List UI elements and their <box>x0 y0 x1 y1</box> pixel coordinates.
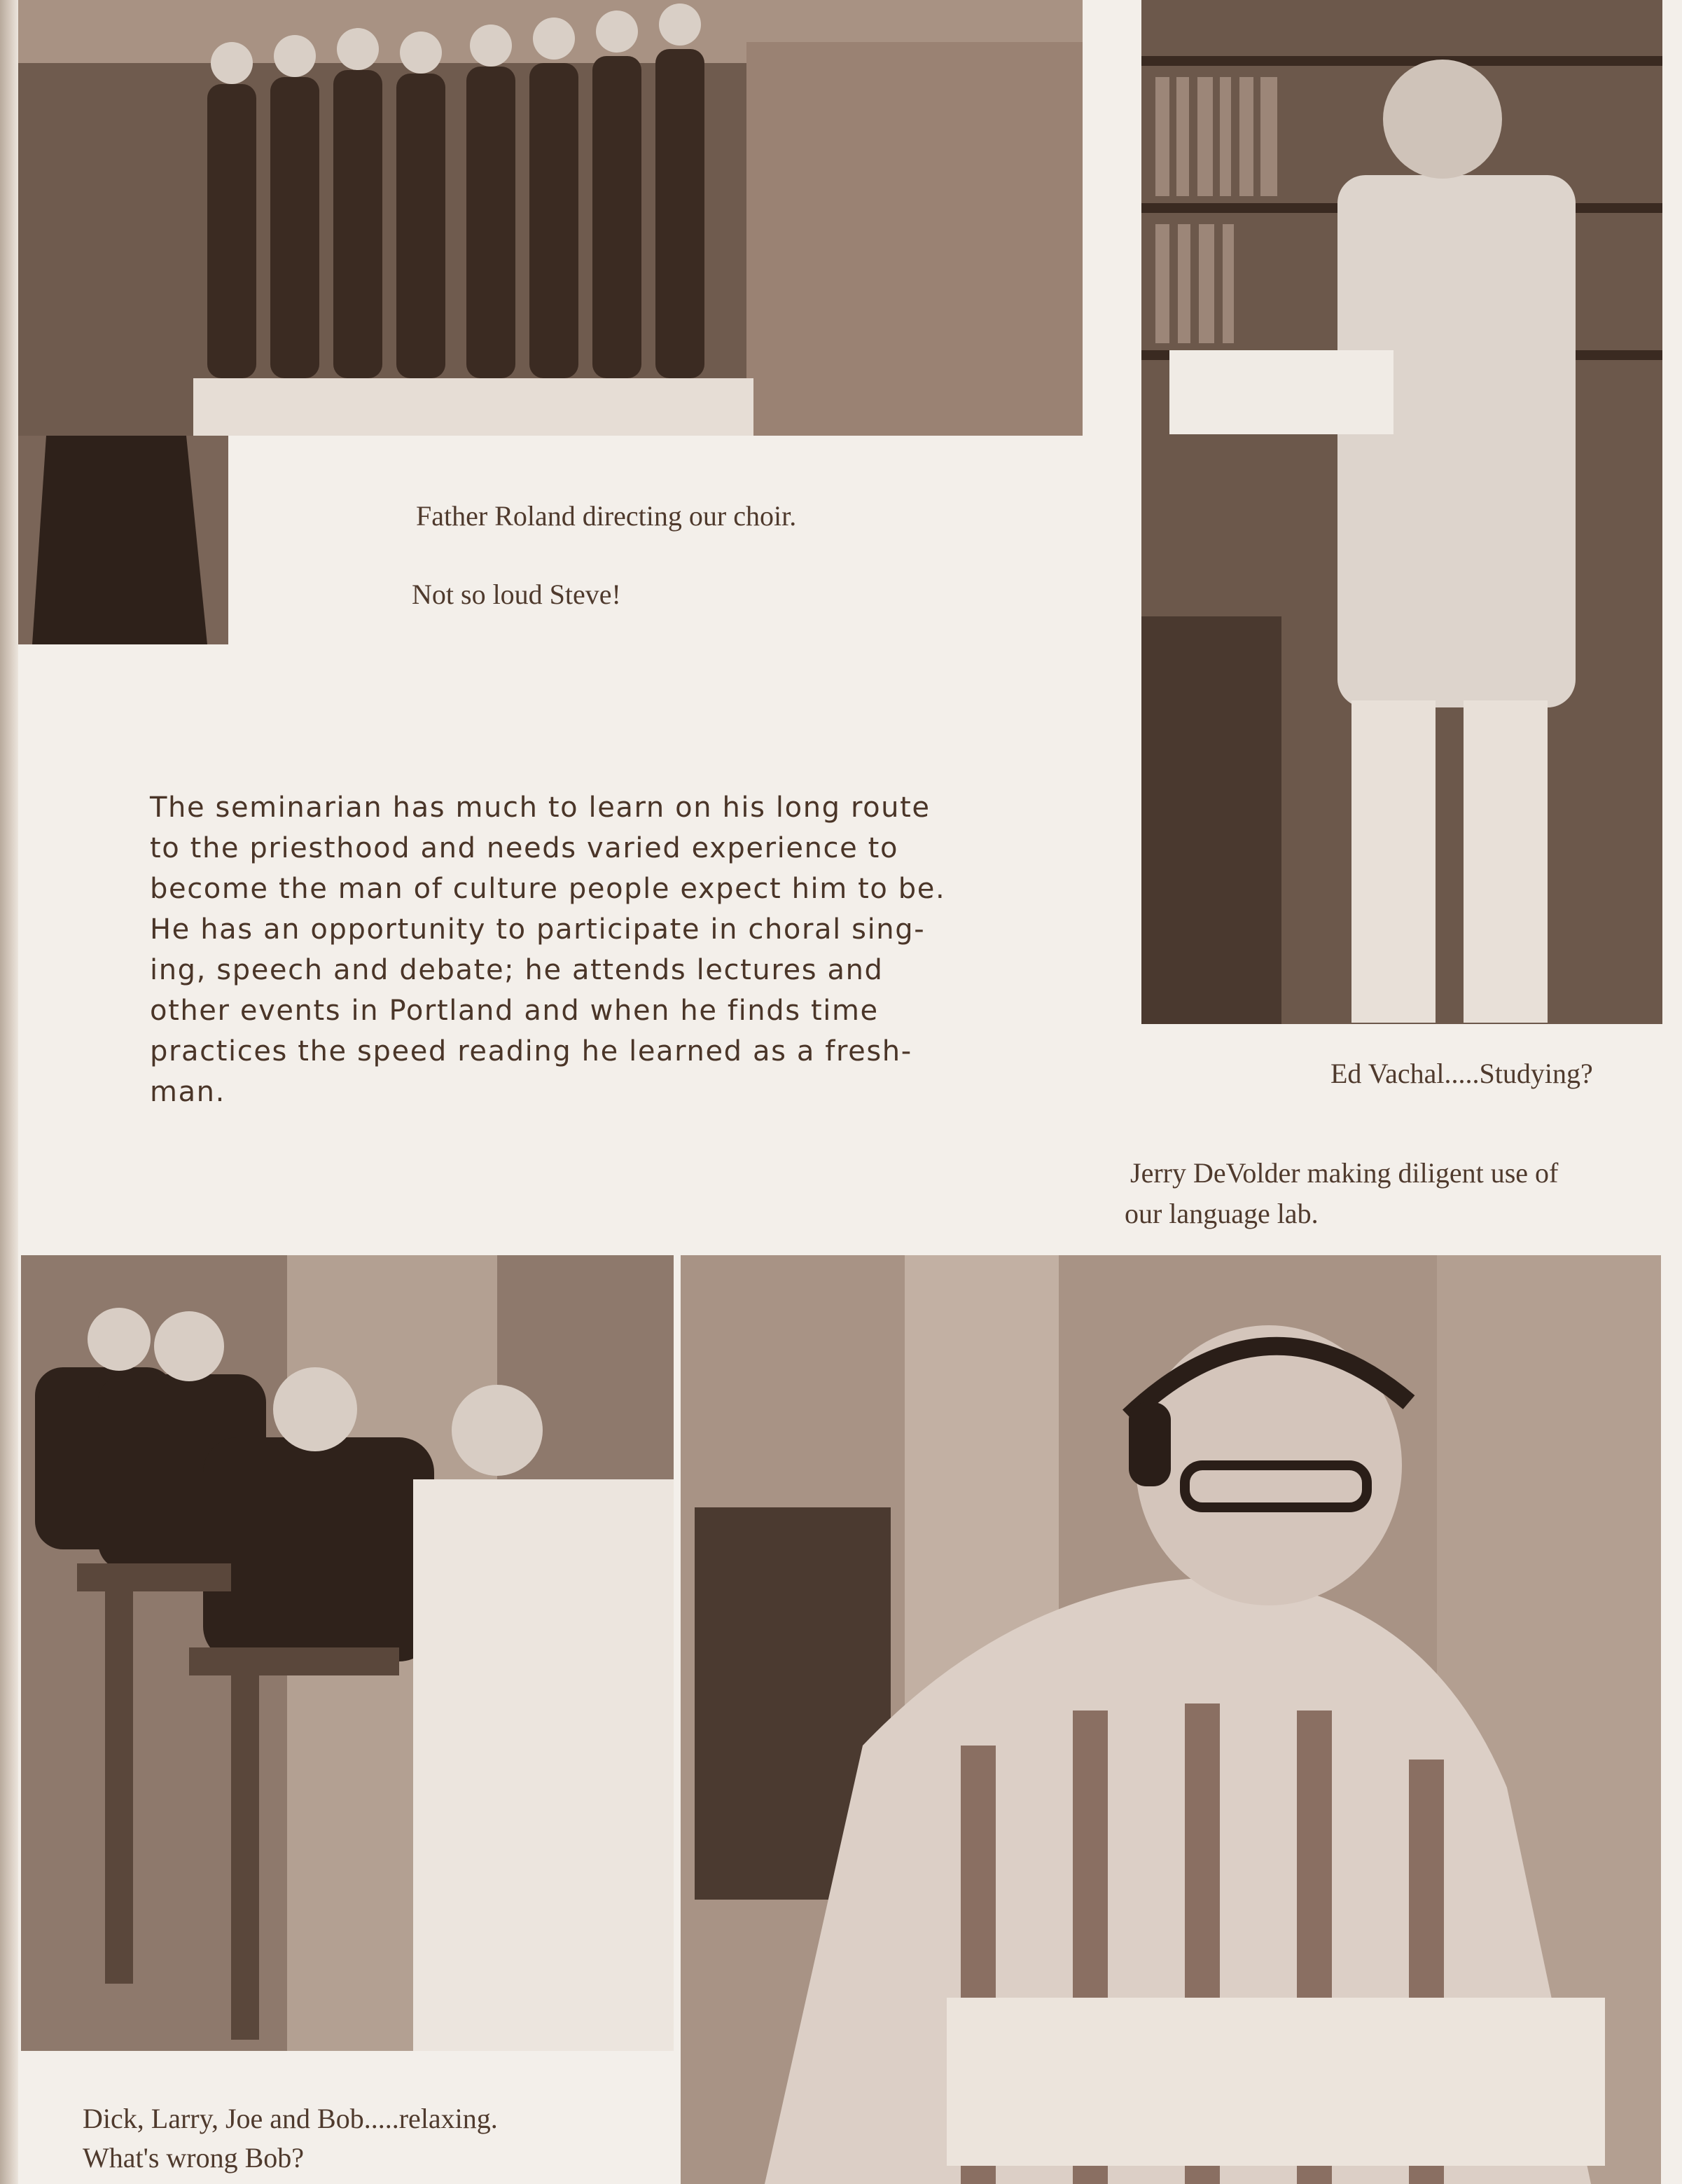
language-lab-caption-line1: Jerry DeVolder making diligent use of <box>1130 1157 1559 1189</box>
reading-stand-icon <box>1141 0 1662 1024</box>
choir-photo-lower <box>18 436 228 644</box>
library-caption: Ed Vachal.....Studying? <box>1330 1058 1593 1089</box>
page-binding-edge <box>0 0 18 2184</box>
classroom-caption-line1: Dick, Larry, Joe and Bob.....relaxing. <box>83 2103 498 2134</box>
body-line: practices the speed reading he learned as a fresh- <box>150 1035 912 1067</box>
headphones-icon <box>681 1255 1661 2184</box>
language-lab-photo <box>681 1255 1661 2184</box>
choir-icon <box>18 0 1083 436</box>
body-paragraph <box>150 787 1060 1112</box>
body-line: become the man of culture people expect him to be. <box>150 873 946 905</box>
body-line: other events in Portland and when he finds time <box>150 995 879 1027</box>
choir-photo <box>18 0 1083 436</box>
library-photo <box>1141 0 1662 1024</box>
body-line: ing, speech and debate; he attends lectures and <box>150 954 884 986</box>
body-line: The seminarian has much to learn on his long route <box>150 792 931 824</box>
students-desk-icon <box>21 1255 674 2051</box>
language-lab-caption-line2: our language lab. <box>1125 1198 1319 1229</box>
body-line: He has an opportunity to participate in choral sing- <box>150 913 926 946</box>
body-line: to the priesthood and needs varied experience to <box>150 832 899 864</box>
robed-director-icon <box>18 436 228 644</box>
choir-caption-2: Not so loud Steve! <box>412 579 621 610</box>
classroom-caption-line2: What's wrong Bob? <box>83 2142 305 2173</box>
classroom-photo <box>21 1255 674 2051</box>
body-line: man. <box>150 1076 225 1108</box>
choir-caption-1: Father Roland directing our choir. <box>416 500 797 532</box>
